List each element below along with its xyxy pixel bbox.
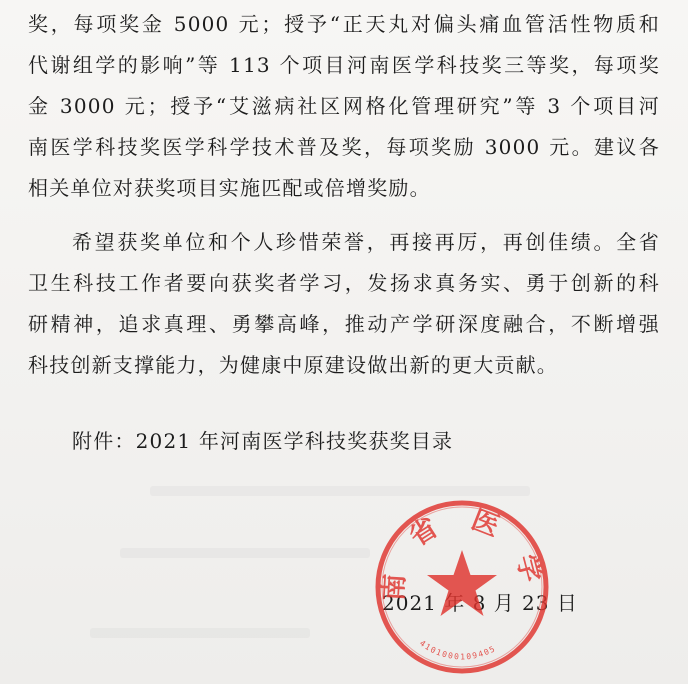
attachment-line: 附件：2021 年河南医学科技奖获奖目录 (72, 429, 454, 453)
award-paragraph (28, 4, 660, 209)
text-line: 科技创新支撑能力，为健康中原建设做出新的更大贡献。 (28, 353, 558, 377)
text-line: 金 3000 元；授予“艾滋病社区网格化管理研究”等 3 个项目河 (28, 94, 660, 118)
bleed-through-shadow (150, 486, 530, 496)
seal-char: 南 (378, 567, 412, 602)
encouragement-paragraph (28, 222, 660, 386)
document-date: 2021 年 8 月 23 日 (382, 591, 578, 615)
text-line: 卫生科技工作者要向获奖者学习，发扬求真务实、勇于创新的科 (28, 271, 660, 295)
seal-serial: 4101000109405 (417, 638, 498, 662)
text-line: 相关单位对获奖项目实施匹配或倍增奖励。 (28, 176, 431, 200)
text-line: 研精神，追求真理、勇攀高峰，推动产学研深度融合，不断增强 (28, 312, 660, 336)
seal-char: 医 (467, 504, 510, 546)
text-line: 奖，每项奖金 5000 元；授予“正天丸对偏头痛血管活性物质和 (28, 12, 660, 36)
seal-char: 学 (510, 551, 549, 592)
bleed-through-shadow (90, 628, 310, 638)
star-icon (427, 550, 497, 616)
official-seal-stamp (373, 498, 551, 676)
text-line: 代谢组学的影响”等 113 个项目河南医学科技奖三等奖，每项奖 (28, 53, 660, 77)
bleed-through-shadow (120, 548, 370, 558)
text-line: 南医学科技奖医学科学技术普及奖，每项奖励 3000 元。建议各 (28, 135, 660, 159)
seal-char: 省 (404, 508, 449, 553)
text-line: 希望获奖单位和个人珍惜荣誉，再接再厉，再创佳绩。全省 (72, 230, 660, 254)
